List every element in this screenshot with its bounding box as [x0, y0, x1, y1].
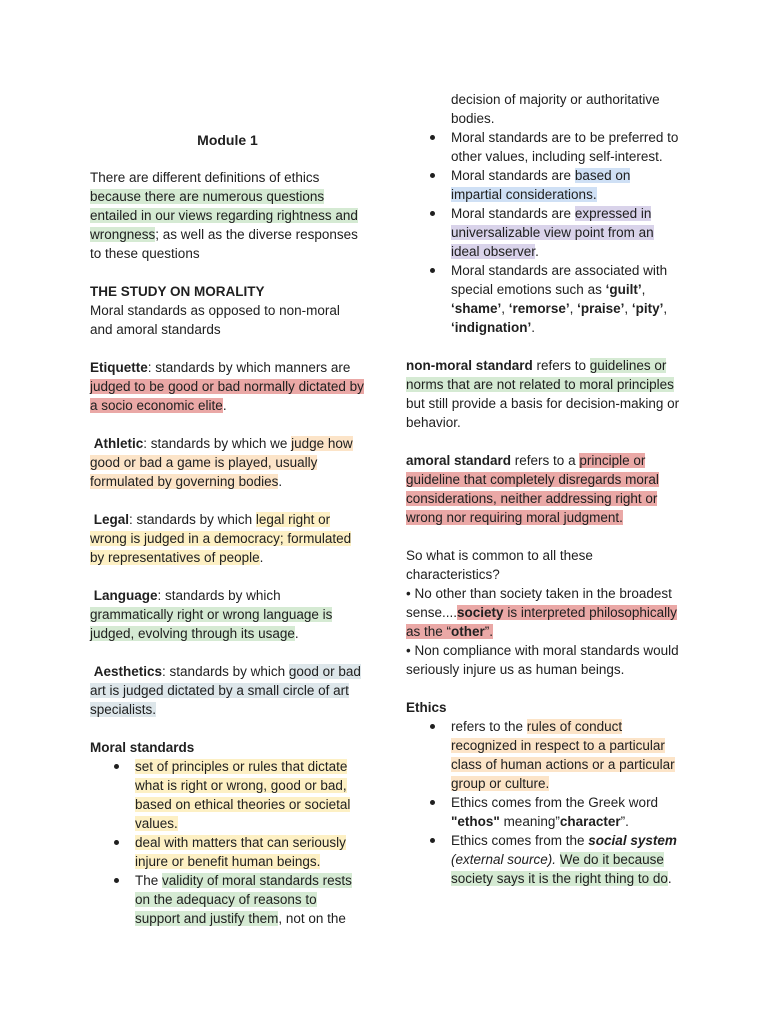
legal-term: Legal — [93, 512, 130, 527]
study-heading: THE STUDY ON MORALITY — [90, 284, 265, 299]
non-moral-term: non-moral standard — [406, 358, 533, 373]
intro-highlight: because there are numerous questions entailed in our views regarding rightness and wrongness — [90, 189, 358, 242]
common-point-2: • Non compliance with moral standards would seriously injure us as human beings. — [406, 643, 679, 677]
moral-bullet-2: deal with matters that can seriously injure or benefit human beings. — [135, 835, 346, 869]
etiquette-term: Etiquette — [90, 360, 148, 375]
list-item: Ethics comes from the social system (external source). We do it because society says it is the right thing to do. — [451, 831, 681, 888]
etiquette-paragraph — [90, 358, 365, 415]
ethics-list — [406, 717, 681, 888]
list-item — [135, 871, 365, 928]
list-item — [135, 757, 365, 833]
moral-standards-heading: Moral standards — [90, 740, 195, 755]
legal-highlight: legal right or wrong is judged in a democracy; formulated by representatives of people — [90, 512, 352, 565]
common-question: So what is common to all these characteristics? — [406, 548, 593, 582]
right-column — [406, 90, 681, 888]
legal-tail: . — [259, 550, 264, 565]
moral-standards-list-continued — [406, 128, 681, 337]
emotion-shame: ‘shame’ — [451, 301, 502, 316]
moral-bullet-5-lead: Moral standards are — [451, 168, 575, 183]
society-term: society — [457, 605, 504, 620]
etiquette-text: : standards by which manners are — [147, 360, 351, 375]
non-moral-tail: but still provide a basis for decision-making or behavior. — [406, 396, 680, 430]
left-column — [90, 131, 365, 928]
non-moral-highlight: guidelines or norms that are not related to moral principles — [406, 358, 674, 392]
study-text: Moral standards as opposed to non-moral and amoral standards — [90, 303, 340, 337]
list-item — [135, 833, 365, 871]
language-tail: . — [294, 626, 299, 641]
moral-bullet-6-lead: Moral standards are — [451, 206, 575, 221]
common-point-1: • No other than society taken in the broadest sense....society is interpreted philosophically as the “other”. — [406, 586, 677, 639]
list-item — [451, 166, 681, 204]
amoral-text: refers to a — [511, 453, 580, 468]
list-item: Moral standards are associated with special emotions such as ‘guilt’, ‘shame’, ‘remorse’, ‘praise’, ‘pity’, ‘indignation’. — [451, 261, 681, 337]
moral-bullet-1: set of principles or rules that dictate what is right or wrong, good or bad, based on ethical theories or societal values. — [135, 759, 351, 831]
ethics-bullet-1-highlight: rules of conduct recognized in respect to a particular class of human actions or a particular group or culture. — [451, 719, 675, 791]
language-term: Language — [93, 588, 158, 603]
legal-text: : standards by which — [129, 512, 256, 527]
language-paragraph — [90, 586, 365, 643]
list-item: refers to the rules of conduct recognized in respect to a particular class of human actions or a particular group or culture. — [451, 717, 681, 793]
module-title: Module 1 — [197, 132, 258, 148]
amoral-highlight: principle or guideline that completely disregards moral considerations, neither addressing right or wrong nor requiring moral judgment. — [406, 453, 659, 525]
amoral-term: amoral standard — [406, 453, 512, 468]
moral-bullet-3-tail: , not on the — [278, 911, 346, 926]
language-highlight: grammatically right or wrong language is judged, evolving through its usage — [90, 607, 333, 641]
character-term: character — [559, 814, 621, 829]
aesthetics-term: Aesthetics — [93, 664, 163, 679]
athletic-paragraph — [90, 434, 365, 491]
emotion-remorse: ‘remorse’ — [508, 301, 570, 316]
etiquette-highlight: judged to be good or bad normally dictated by a socio economic elite — [90, 379, 364, 413]
non-moral-paragraph — [406, 356, 681, 432]
ethos-term: "ethos" — [451, 814, 500, 829]
list-item — [451, 128, 681, 166]
social-system-term: social system — [588, 833, 677, 848]
athletic-text: : standards by which we — [143, 436, 292, 451]
legal-paragraph — [90, 510, 365, 567]
moral-bullet-5-highlight: based on impartial considerations. — [451, 168, 631, 202]
moral-bullet-6-highlight: expressed in universalizable view point from an ideal observer — [451, 206, 654, 259]
list-item — [451, 204, 681, 261]
moral-bullet-4: Moral standards are to be preferred to other values, including self-interest. — [451, 130, 679, 164]
aesthetics-highlight: good or bad art is judged dictated by a small circle of art specialists. — [90, 664, 361, 717]
emotion-indignation: ‘indignation’ — [451, 320, 532, 335]
emotion-guilt: ‘guilt’ — [605, 282, 642, 297]
intro-tail: ; as well as the diverse responses to these questions — [90, 227, 358, 261]
other-term: other — [451, 624, 485, 639]
non-moral-text: refers to — [532, 358, 590, 373]
language-text: : standards by which — [157, 588, 281, 603]
etiquette-tail: . — [222, 398, 227, 413]
moral-bullet-7-lead: Moral standards are associated with special emotions such as — [451, 263, 668, 297]
intro-paragraph — [90, 168, 365, 263]
continued-text: decision of majority or authoritative bodies. — [451, 92, 660, 126]
aesthetics-text: : standards by which — [162, 664, 289, 679]
ethics-heading: Ethics — [406, 700, 447, 715]
athletic-tail: . — [278, 474, 283, 489]
emotion-praise: ‘praise’ — [577, 301, 625, 316]
athletic-term: Athletic — [93, 436, 144, 451]
emotion-pity: ‘pity’ — [631, 301, 664, 316]
ethics-bullet-3-highlight: We do it because society says it is the right thing to do — [451, 852, 668, 886]
aesthetics-paragraph — [90, 662, 365, 719]
moral-bullet-3-lead: The — [135, 873, 163, 888]
moral-standards-list — [90, 757, 365, 928]
intro-text: There are different definitions of ethics — [90, 170, 320, 185]
moral-bullet-6-tail: . — [535, 244, 539, 259]
amoral-paragraph — [406, 451, 681, 527]
athletic-highlight: judge how good or bad a game is played, usually formulated by governing bodies — [90, 436, 353, 489]
list-item: Ethics comes from the Greek word "ethos" meaning”character”. — [451, 793, 681, 831]
moral-bullet-3-highlight: validity of moral standards rests on the adequacy of reasons to support and justify them — [135, 873, 352, 926]
